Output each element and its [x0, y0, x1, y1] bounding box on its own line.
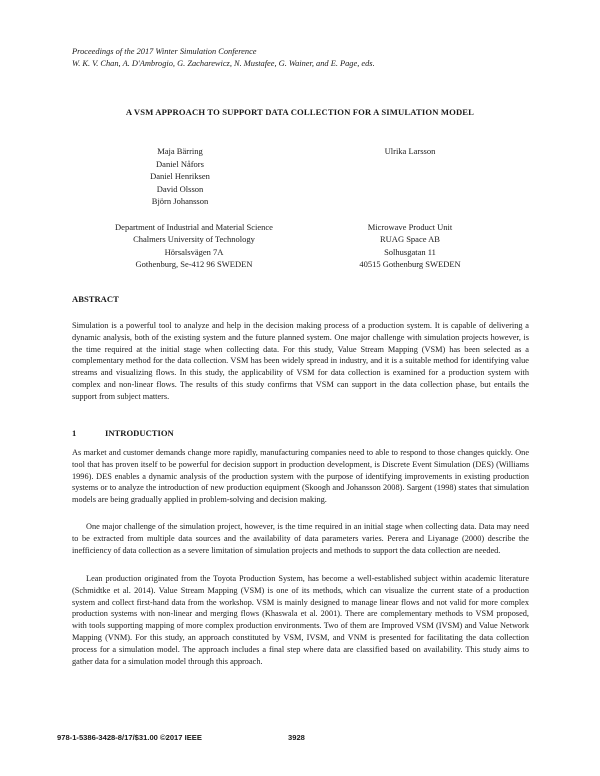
intro-paragraph-3: Lean production originated from the Toyota Production System, has become a well-established subject within academic literature (Schmidtke et al. 2014). Value Stream Mapping (VSM) is one of its methods, which can visualize the current state of a production system and collect first-hand data from the workshop. VSM is mainly designed to manage linear flows and not valid for more complex production systems with non-linear and merging flows (Khaswala et al. 2001). There are complementary methods to VSM proposed, with tools supporting mapping of more complex production environments. Two of them are Improved VSM (IVSM) and Value Network Mapping (VNM). For this study, an approach constituted by VSM, IVSM, and VNM is presented for facilitating the data collection process for a simulation model. The approach includes a final step where data are classified based on availability. This study aims to gather data for a simulation model through this approach.: [72, 574, 529, 666]
section-heading: [72, 428, 174, 438]
author-name: Daniel Henriksen: [150, 171, 210, 182]
intro-paragraph-2: One major challenge of the simulation project, however, is the time required in an initial stage when collecting data. Data may need to be extracted from multiple data sources and the availability of data parameters varies. Perera and Liyanage (2000) describe the inefficiency of data collection as a severe limitation of simulation projects and methods to support the data collection are needed.: [72, 522, 529, 555]
affiliation-line: Hörsalsvägen 7A: [164, 246, 224, 257]
affiliation-line: Solhusgatan 11: [384, 246, 436, 257]
affiliation-left: [70, 221, 318, 271]
author-name: Björn Johansson: [151, 196, 209, 207]
authors-left: [130, 145, 230, 208]
affiliation-line: 40515 Gothenburg SWEDEN: [359, 259, 461, 270]
author-name: Maja Bärring: [157, 146, 203, 156]
intro-paragraph-1: As market and customer demands change more rapidly, manufacturing companies need to able to respond to those changes quickly. One tool that has proven itself to be powerful for decision support in production development, is Discrete Event Simulation (DES) (Williams 1996). DES enables a dynamic analysis of the production system with the purpose of identifying improvements in existing production systems or to analyze the introduction of new production equipment (Skoogh and Johansson 2008). Sargent (1998) states that simulation models are being gradually applied in problem-solving and decision making.: [72, 448, 529, 505]
affiliation-right: [340, 221, 480, 271]
copyright-footer: 978-1-5386-3428-8/17/$31.00 ©2017 IEEE: [57, 733, 202, 742]
affiliation-line: Chalmers University of Technology: [133, 234, 255, 245]
authors-right: [360, 145, 460, 158]
affiliation-line: Gothenburg, Se-412 96 SWEDEN: [135, 259, 253, 270]
affiliation-line: Microwave Product Unit: [367, 222, 453, 232]
author-name: Daniel Nåfors: [156, 158, 204, 169]
abstract-heading: ABSTRACT: [72, 294, 119, 304]
editors-line: W. K. V. Chan, A. D'Ambrogio, G. Zacharewicz, N. Mustafee, G. Wainer, and E. Page, eds.: [72, 58, 375, 68]
proceedings-line: Proceedings of the 2017 Winter Simulation Conference: [72, 47, 257, 56]
paper-title: A VSM APPROACH TO SUPPORT DATA COLLECTION FOR A SIMULATION MODEL: [125, 107, 475, 117]
affiliation-line: RUAG Space AB: [380, 234, 440, 245]
author-name: David Olsson: [156, 183, 204, 194]
page-number: 3928: [288, 733, 305, 742]
author-name: Ulrika Larsson: [384, 146, 436, 156]
conference-header: [72, 46, 375, 69]
section-number: 1: [72, 428, 77, 438]
abstract-text: Simulation is a powerful tool to analyze and help in the decision making process of a production system. It is capable of delivering a dynamic analysis, both of the existing system and the future planned system. One major challenge with simulation projects however, is the time required at the initial stage when collecting data. For this study, Value Stream Mapping (VSM) has been selected as a complementary method for the data collection. VSM has been widely spread in industry, and it is a suitable method for identifying value streams and visualizing flows. In this study, the applicability of VSM for data collection is examined for a production system with complex and non-linear flows. The results of this study confirms that VSM can support in the data collection phase, but entails the support from subject matters.: [72, 321, 529, 401]
section-title: INTRODUCTION: [105, 428, 174, 438]
affiliation-line: Department of Industrial and Material Science: [115, 222, 273, 232]
